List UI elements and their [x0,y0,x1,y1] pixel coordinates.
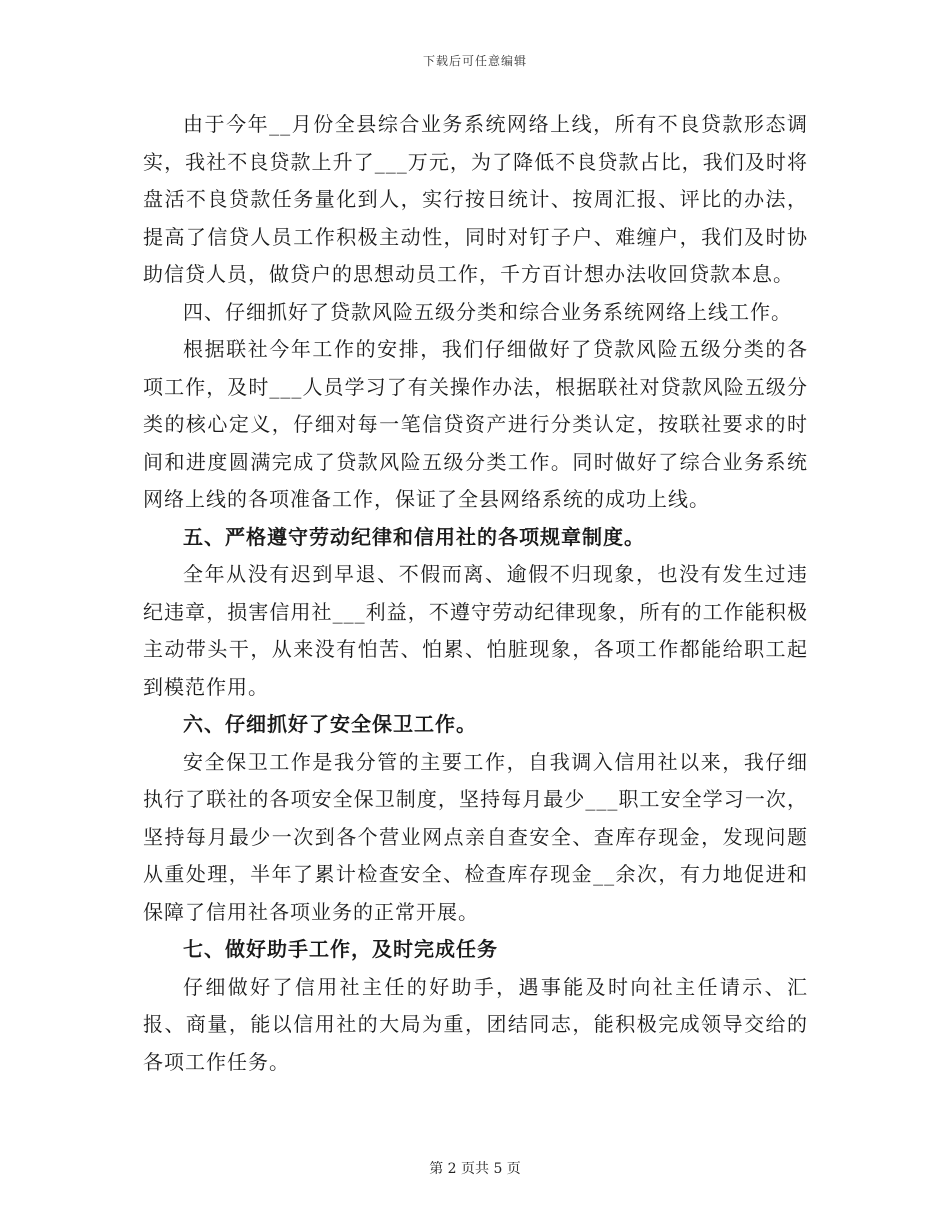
document-body [143,106,808,1081]
page-header: 下载后可任意编辑 [422,54,527,68]
section-heading-7: 七、做好助手工作，及时完成任务 [183,937,498,961]
section-heading-5: 五、严格遵守劳动纪律和信用社的各项规章制度。 [183,524,645,549]
paragraph-section-4-body: 根据联社今年工作的安排，我们仔细做好了贷款风险五级分类的各项工作，及时___人员学习了有关操作办法，根据联社对贷款风险五级分类的核心定义，仔细对每一笔信贷资产进行分类认定，按联社要求的时间和进度圆满完成了贷款风险五级分类工作。同时做好了综合业务系统网络上线的各项准备工作，保证了全县网络系统的成功上线。 [143,337,808,511]
section-heading-6: 六、仔细抓好了安全保卫工作。 [183,712,477,736]
paragraph-section-4-title: 四、仔细抓好了贷款风险五级分类和综合业务系统网络上线工作。 [183,299,792,324]
paragraph-section-5-body: 全年从没有迟到早退、不假而离、逾假不归现象，也没有发生过违纪违章，损害信用社___利益，不遵守劳动纪律现象，所有的工作能积极主动带头干，从来没有怕苦、怕累、怕脏现象，各项工作都能给职工起到模范作用。 [143,562,808,699]
paragraph-section-6-body: 安全保卫工作是我分管的主要工作，自我调入信用社以来，我仔细执行了联社的各项安全保卫制度，坚持每月最少___职工安全学习一次，坚持每月最少一次到各个营业网点亲自查安全、查库存现金，发现问题从重处理，半年了累计检查安全、检查库存现金__余次，有力地促进和保障了信用社各项业务的正常开展。 [143,749,808,924]
paragraph-loan-recovery: 由于今年__月份全县综合业务系统网络上线，所有不良贷款形态调实，我社不良贷款上升了___万元，为了降低不良贷款占比，我们及时将盘活不良贷款任务量化到人，实行按日统计、按周汇报、评比的办法，提高了信贷人员工作积极主动性，同时对钉子户、难缠户，我们及时协助信贷人员，做贷户的思想动员工作，千方百计想办法收回贷款本息。 [143,112,808,286]
page-number: 第 2 页共 5 页 [429,1161,521,1177]
paragraph-section-7-body: 仔细做好了信用社主任的好助手，遇事能及时向社主任请示、汇报、商量，能以信用社的大局为重，团结同志，能积极完成领导交给的各项工作任务。 [143,974,808,1074]
